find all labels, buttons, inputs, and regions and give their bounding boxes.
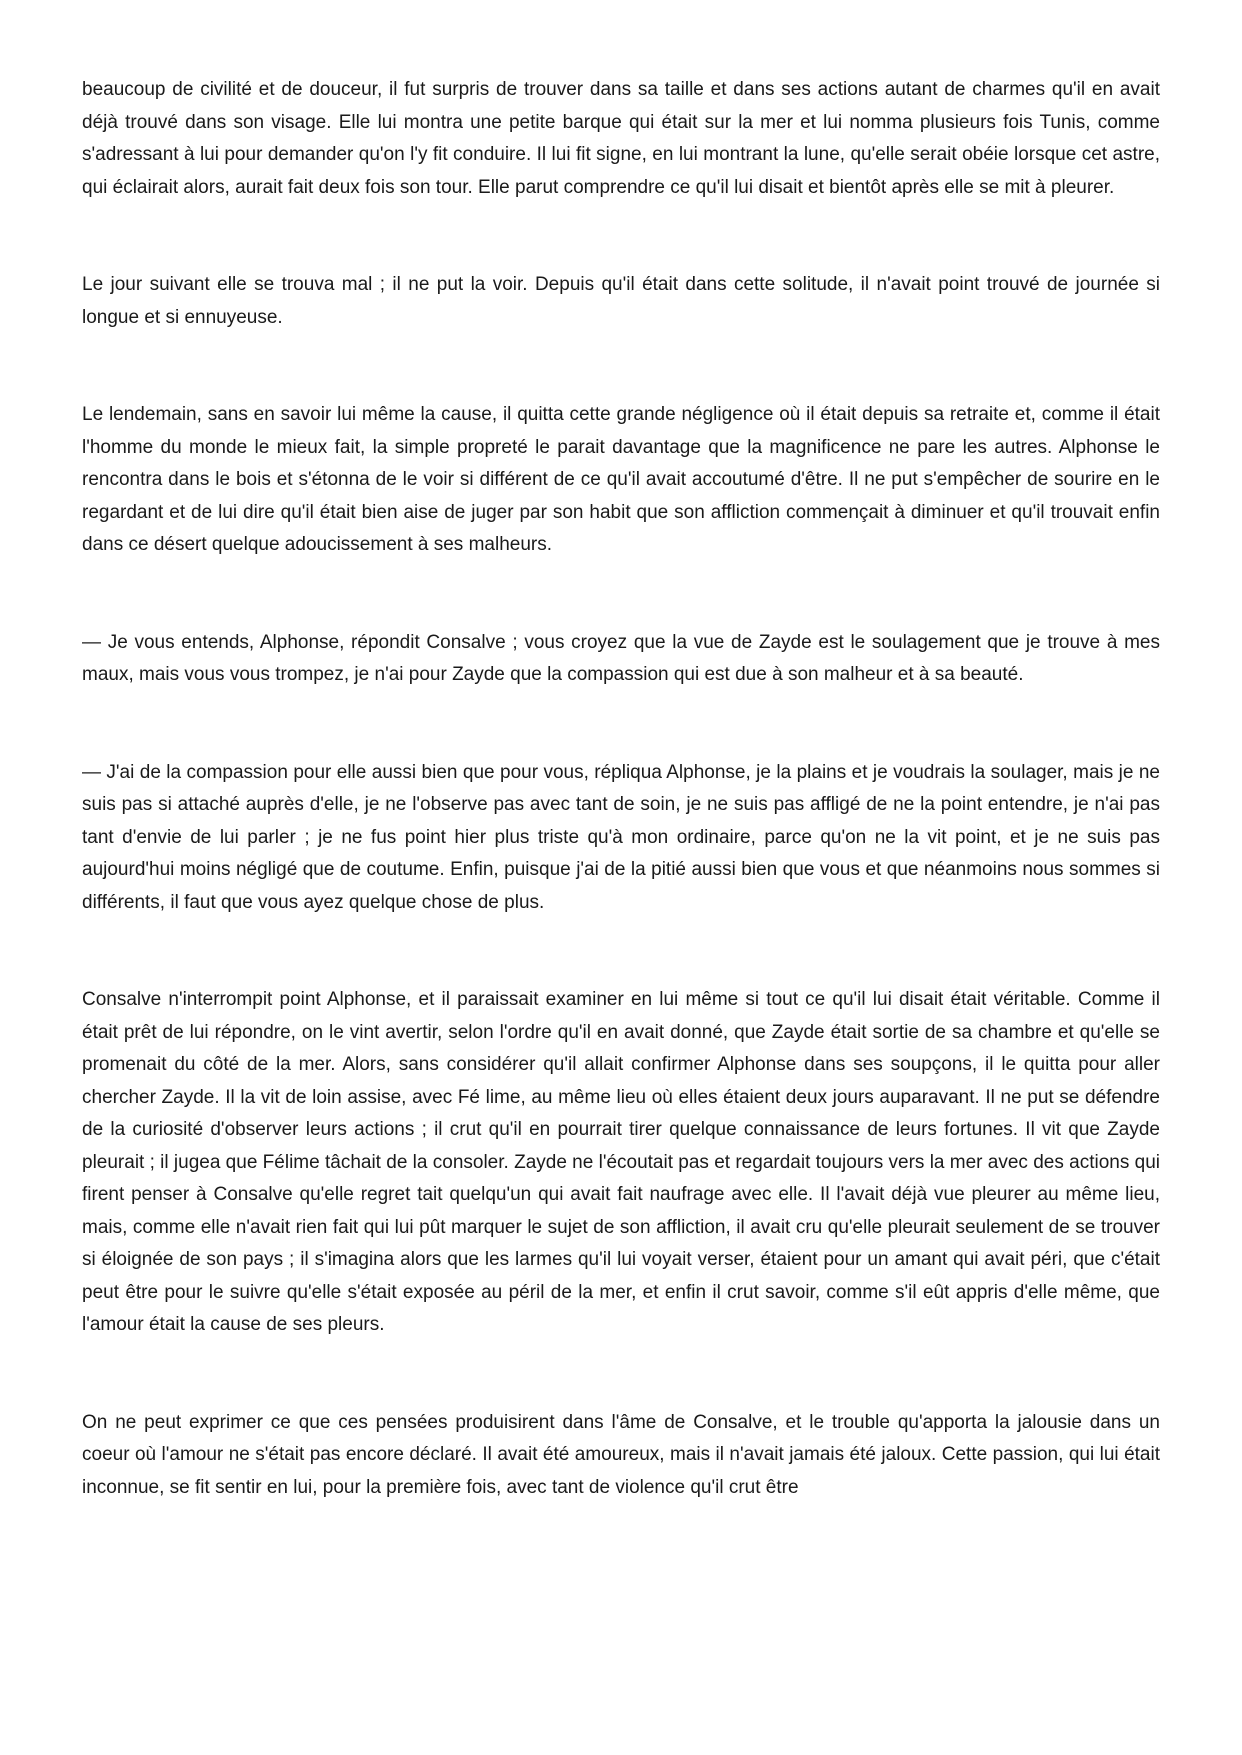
paragraph-5: — J'ai de la compassion pour elle aussi bien que pour vous, répliqua Alphonse, je la plains et je voudrais la soulager, mais je ne suis pas si attaché auprès d'elle, je ne l'observe pas avec tant de soin, je ne suis pas affligé de ne la point entendre, je n'ai pas tant d'envie de lui parler ; je ne fus point hier plus triste qu'à mon ordinaire, parce qu'on ne la vit point, et je ne suis pas aujourd'hui moins négligé que de coutume. Enfin, puisque j'ai de la pitié aussi bien que vous et que néanmoins nous sommes si différents, il faut que vous ayez quelque chose de plus. <box>82 761 1160 913</box>
document-page <box>82 74 1160 1504</box>
paragraph-spacer <box>82 204 1160 269</box>
paragraph-spacer <box>82 562 1160 627</box>
paragraph-3: Le lendemain, sans en savoir lui même la cause, il quitta cette grande négligence où il était depuis sa retraite et, comme il était l'homme du monde le mieux fait, la simple propreté le parait davantage que la magnificence ne pare les autres. Alphonse le rencontra dans le bois et s'étonna de le voir si différent de ce qu'il avait accoutumé d'être. Il ne put s'empêcher de sourire en le regardant et de lui dire qu'il était bien aise de juger par son habit que son affliction commençait à diminuer et qu'il trouvait enfin dans ce désert quelque adoucissement à ses malheurs. <box>82 404 1160 555</box>
paragraph-7: On ne peut exprimer ce que ces pensées produisirent dans l'âme de Consalve, et le trouble qu'apporta la jalousie dans un coeur où l'amour ne s'était pas encore déclaré. Il avait été amoureux, mais il n'avait jamais été jaloux. Cette passion, qui lui était inconnue, se fit sentir en lui, pour la première fois, avec tant de violence qu'il crut être <box>82 1411 1160 1498</box>
paragraph-4: — Je vous entends, Alphonse, répondit Consalve ; vous croyez que la vue de Zayde est le soulagement que je trouve à mes maux, mais vous vous trompez, je n'ai pour Zayde que la compassion qui est due à son malheur et à sa beauté. <box>82 631 1160 685</box>
paragraph-2: Le jour suivant elle se trouva mal ; il ne put la voir. Depuis qu'il était dans cette solitude, il n'avait point trouvé de journée si longue et si ennuyeuse. <box>82 274 1160 328</box>
paragraph-1: beaucoup de civilité et de douceur, il fut surpris de trouver dans sa taille et dans ses actions autant de charmes qu'il en avait déjà trouvé dans son visage. Elle lui montra une petite barque qui était sur la mer et lui nomma plusieurs fois Tunis, comme s'adressant à lui pour demander qu'on l'y fit conduire. Il lui fit signe, en lui montrant la lune, qu'elle serait obéie lorsque cet astre, qui éclairait alors, aurait fait deux fois son tour. Elle parut comprendre ce qu'il lui disait et bientôt après elle se mit à pleurer. <box>82 79 1160 198</box>
paragraph-spacer <box>82 919 1160 984</box>
paragraph-spacer <box>82 692 1160 757</box>
paragraph-6: Consalve n'interrompit point Alphonse, et il paraissait examiner en lui même si tout ce qu'il lui disait était véritable. Comme il était prêt de lui répondre, on le vint avertir, selon l'ordre qu'il en avait donné, que Zayde était sortie de sa chambre et qu'elle se promenait du côté de la mer. Alors, sans considérer qu'il allait confirmer Alphonse dans ses soupçons, il le quitta pour aller chercher Zayde. Il la vit de loin assise, avec Fé lime, au même lieu où elles étaient deux jours auparavant. Il ne put se défendre de la curiosité d'observer leurs actions ; il crut qu'il en pourrait tirer quelque connaissance de leurs fortunes. Il vit que Zayde pleurait ; il jugea que Félime tâchait de la consoler. Zayde ne l'écoutait pas et regardait toujours vers la mer avec des actions qui firent penser à Consalve qu'elle regret tait quelqu'un qui avait fait naufrage avec elle. Il l'avait déjà vue pleurer au même lieu, mais, comme elle n'avait rien fait qui lui pût marquer le sujet de son affliction, il avait cru qu'elle pleurait seulement de se trouver si éloignée de son pays ; il s'imagina alors que les larmes qu'il lui voyait verser, étaient pour un amant qui avait péri, que c'était peut être pour le suivre qu'elle s'était exposée au péril de la mer, et enfin il crut savoir, comme s'il eût appris d'elle même, que l'amour était la cause de ses pleurs. <box>82 989 1160 1335</box>
paragraph-spacer <box>82 1342 1160 1407</box>
paragraph-spacer <box>82 334 1160 399</box>
